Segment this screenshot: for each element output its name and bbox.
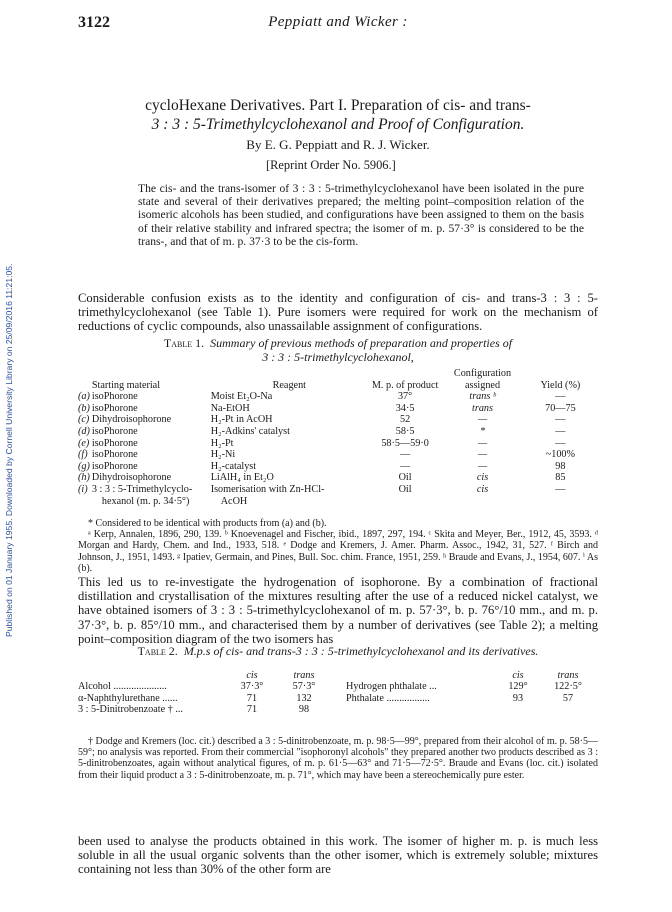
row-label: (g) [78,460,90,472]
starting-material: hexanol (m. p. 34·5°) [101,495,190,507]
starting-material: 3 : 3 : 5-Trimethylcyclo- [91,483,193,495]
melting-point: 37° [397,391,413,403]
derivative-name: 3 : 5-Dinitrobenzoate † ... [78,704,183,716]
table-1-header-config: Configuration assigned [453,368,512,391]
configuration: — [477,437,488,449]
table-row [78,391,598,403]
configuration: trans [472,402,493,414]
starting-material: Dihydroisophorone [91,472,172,484]
melting-point: — [400,460,411,472]
table-2-label: Table 2. [137,644,178,658]
configuration: trans ᵇ [469,391,496,403]
article-title [78,96,598,134]
table-row [78,704,334,715]
paragraph-3: been used to analyse the products obtained in this work. The isomer of higher m. p. is much less soluble in all the usual organic solvents than the other isomer, which is extremely soluble; mixtures containing not less than 30% of the other form are [78,834,598,877]
table-1-header-reagent: Reagent [272,379,306,391]
page-header [78,14,598,36]
table-row [78,484,598,496]
melting-point: 52 [400,414,411,426]
col-cis: cis [512,670,524,681]
row-label: (d) [78,425,90,437]
table-1-references: ᵃ Kerp, Annalen, 1896, 290, 139. ᵇ Knoevenagel and Fischer, ibid., 1897, 297, 194. ᶜ Skita and Meyer, Ber., 1912, 45, 3593. ᵈ Morgan and Hardy, Chem. and Ind., 1933, 518. ᵉ Dodge and Kremers, J. Amer. Pharm. Assoc., 1942, 31, 527. ᶠ Birch and Johnson, J., 1951, 1493. ᵍ Ipatiev, Germain, and Pines, Bull. Soc. chim. France, 1951, 259. ʰ Braude and Evans, J., 1954, 607. ⁱ As (b). [78,529,598,574]
reprint-order: [Reprint Order No. 5906.] [266,158,396,172]
row-label: (f) [78,449,88,461]
trans-mp: 122·5° [554,681,582,693]
table-2-caption [78,644,598,658]
table-1-star-note: * Considered to be identical with products from (a) and (b). [88,518,327,529]
running-head: Peppiatt and Wicker : [268,14,408,30]
reagent: AcOH [220,495,248,507]
abstract: The cis- and the trans-isomer of 3 : 3 : 5-trimethylcyclohexanol have been isolated in the pure state and several of their derivatives prepared; the melting point–composition relation of the isomeric alcohols has been studied, and configurations have been assigned to them on the basis of their relative stability and infrared spectra; the isomer of m. p. 57·3° is considered to be the trans-, and that of m. p. 37·3 to be the cis-form. [138,182,584,248]
derivative-name: α-Naphthylurethane ...... [78,692,178,704]
configuration [442,496,523,508]
table-row [78,681,334,692]
configuration: — [477,414,488,426]
reagent: Moist Et₂O-Na [210,391,273,403]
table-row [78,449,598,461]
starting-material: isoPhorone [91,449,138,461]
reagent: H₂-catalyst [210,460,257,472]
yield: 98 [555,460,566,472]
table-row [78,438,598,450]
page-number: 3122 [78,14,110,31]
melting-point: Oil [398,483,412,495]
paragraph-2: This led us to re-investigate the hydrogenation of isophorone. By a combination of fractional distillation and crystallisation of the mixtures resulting after the use of a reduced nickel catalyst, we have obtained isomers of 3 : 3 : 5-trimethylcyclohexanol of m. p. 57·3°, b. p. 76°/10 mm., and m. p. 37·3°, b. p. 85°/10 mm., and characterised them by a number of derivatives (see Table 2); a melting point–composition diagram of the two isomers has [78,575,598,646]
table-row [346,681,598,692]
table-2-caption-text: M.p.s of cis- and trans-3 : 3 : 5-trimethylcyclohexanol and its derivatives. [183,644,539,658]
col-cis: cis [246,670,258,681]
table-row [78,403,598,415]
melting-point [368,496,442,508]
table-row [78,414,598,426]
table-1 [78,368,598,507]
row-label: (c) [78,414,90,426]
reagent: LiAlH₄ in Et₂O [210,472,274,484]
row-label: (a) [78,391,90,403]
yield: — [555,391,566,403]
yield: 70—75 [545,402,576,414]
table-1-caption-line-2: 3 : 3 : 5-trimethylcyclohexanol, [262,350,414,364]
table-1-notes [78,518,598,574]
yield [523,496,598,508]
configuration: cis [476,472,489,484]
authors: By E. G. Peppiatt and R. J. Wicker. [246,137,430,152]
table-row [78,693,334,704]
configuration: — [477,460,488,472]
table-1-caption [78,336,598,364]
melting-point: 58·5—59·0 [381,437,429,449]
title-line-1: cycloHexane Derivatives. Part I. Preparation of cis- and trans- [145,97,531,114]
col-trans: trans [557,670,579,681]
cis-mp: 93 [512,692,524,704]
table-2-footnote: † Dodge and Kremers (loc. cit.) described a 3 : 5-dinitrobenzoate, m. p. 98·5—99°, prepared from their alcohol of m. p. 58·5—59°; no analysis was reported. From their commercial "isophoronyl alcohols" they prepared another two products described as 3 : 5-dinitrobenzoates, again without analytical figures, of m. p. 61·5—63° and 71·5—72·5°. Braude and Evans (loc. cit.) isolated from their liquid product a 3 : 5-dinitrobenzoate, m. p. 71°, which may have been a stereochemically pure ester. [78,736,598,781]
trans-mp: 57 [562,692,574,704]
reagent: H₂-Adkins' catalyst [210,425,290,437]
reagent: Na-EtOH [210,402,250,414]
cis-mp: 71 [246,692,258,704]
melting-point: 58·5 [395,425,415,437]
table-2-right-header [346,670,598,681]
yield: 85 [555,472,566,484]
row-label: (b) [78,402,90,414]
table-row [78,472,598,484]
starting-material: isoPhorone [91,437,138,449]
configuration: — [477,449,488,461]
table-1-header-yield: Yield (%) [540,379,581,391]
table-row [346,693,598,704]
table-row [78,496,598,508]
reagent: H₂-Ni [210,449,236,461]
table-1-header-starting: Starting material [91,379,161,391]
reagent: H₂-Pt [210,437,234,449]
table-1-header-mp: M. p. of product [371,379,439,391]
configuration: cis [476,483,489,495]
cis-mp: 129° [508,681,528,693]
row-label: (e) [78,437,90,449]
melting-point: 34·5 [395,402,415,414]
table-1-caption-line-1: Summary of previous methods of preparation and properties of [210,336,513,350]
yield: — [555,483,566,495]
yield: — [555,414,566,426]
table-2-left-header [78,670,334,681]
table-row [78,461,598,473]
col-trans: trans [293,670,315,681]
starting-material: isoPhorone [91,460,138,472]
starting-material: Dihydroisophorone [91,414,172,426]
starting-material: isoPhorone [91,402,138,414]
yield: ~100% [545,449,576,461]
configuration: * [479,425,486,437]
table-1-label: Table 1. [163,336,205,350]
publication-side-note: Published on 01 January 1955. Downloaded by Cornell University Library on 25/09/2016 11:21:05. [4,263,14,637]
trans-mp: 57·3° [292,681,316,693]
table-row [78,426,598,438]
yield: — [555,425,566,437]
title-line-2: 3 : 3 : 5-Trimethylcyclohexanol and Proof of Configuration. [151,116,525,133]
row-label: (h) [78,472,90,484]
reagent: H₂-Pt in AcOH [210,414,273,426]
row-label: (i) [78,483,88,495]
cis-mp: 37·3° [240,681,264,693]
starting-material: isoPhorone [91,391,138,403]
yield: — [555,437,566,449]
row-label [78,496,92,508]
trans-mp: 98 [298,704,310,716]
paragraph-1: Considerable confusion exists as to the identity and configuration of cis- and trans-3 : 3 : 5-trimethylcyclohexanol (see Table 1). Pure isomers were required for work on the mechanism of reductions of cyclic compounds, also unassailable assignment of configurations. [78,291,598,334]
cis-mp: 71 [246,704,258,716]
melting-point: Oil [398,472,412,484]
derivative-name: Hydrogen phthalate ... [346,681,437,693]
table-1-header-row [78,368,598,391]
derivative-name: Alcohol ..................... [78,681,167,693]
derivative-name: Phthalate ................. [346,692,430,704]
trans-mp: 132 [296,692,312,704]
starting-material: isoPhorone [91,425,138,437]
melting-point: — [400,449,411,461]
reagent: Isomerisation with Zn-HCl- [210,483,325,495]
